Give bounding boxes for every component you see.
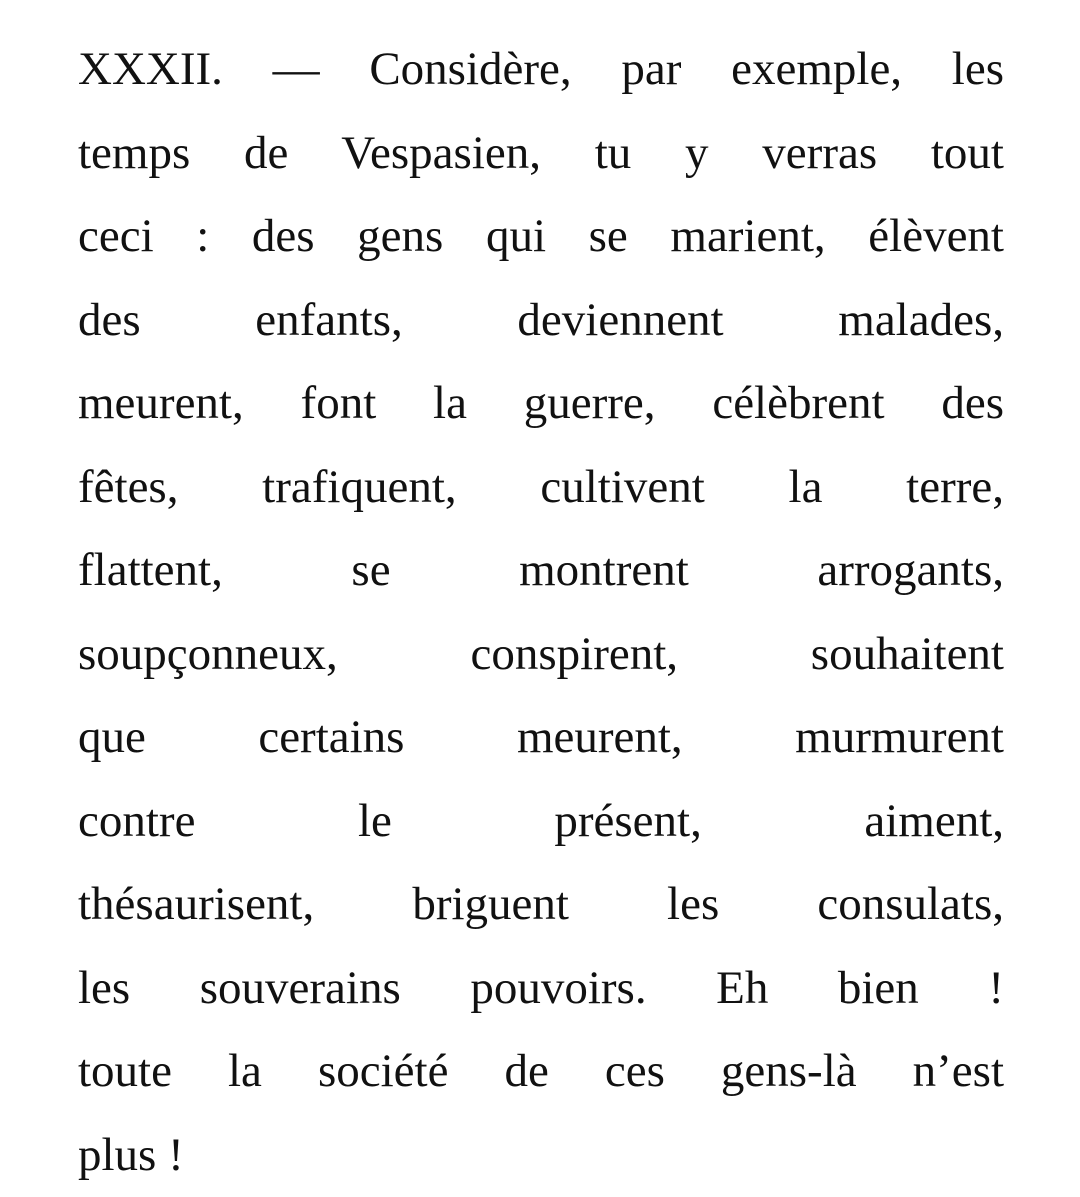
text-line: meurent, font la guerre, célèbrent des [78, 362, 1004, 446]
text-line: temps de Vespasien, tu y verras tout [78, 112, 1004, 196]
text-line: XXXII. — Considère, par exemple, les [78, 28, 1004, 112]
text-passage [78, 28, 1004, 1197]
text-line: des enfants, deviennent malades, [78, 279, 1004, 363]
text-line: contre le présent, aiment, [78, 780, 1004, 864]
text-line: plus ! [78, 1114, 1004, 1197]
text-line: thésaurisent, briguent les consulats, [78, 863, 1004, 947]
text-line: que certains meurent, murmurent [78, 696, 1004, 780]
text-line: ceci : des gens qui se marient, élèvent [78, 195, 1004, 279]
text-line: toute la société de ces gens-là n’est [78, 1030, 1004, 1114]
text-line: fêtes, trafiquent, cultivent la terre, [78, 446, 1004, 530]
text-line: soupçonneux, conspirent, souhaitent [78, 613, 1004, 697]
text-line: flattent, se montrent arrogants, [78, 529, 1004, 613]
text-line: les souverains pouvoirs. Eh bien ! [78, 947, 1004, 1031]
